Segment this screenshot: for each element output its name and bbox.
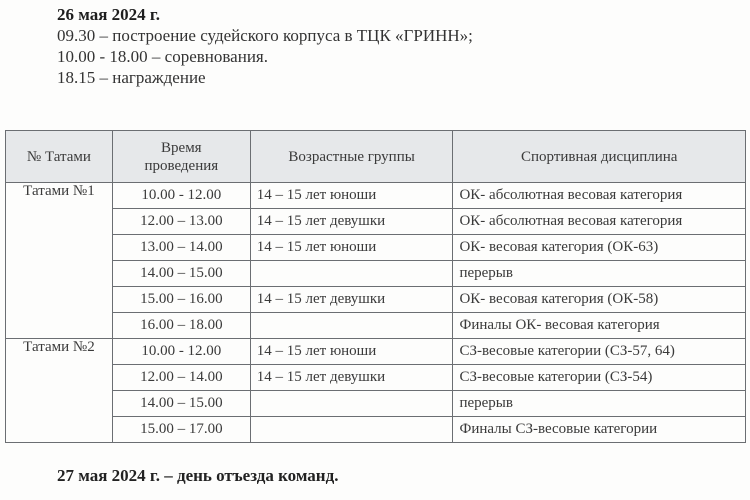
age-cell: 14 – 15 лет юноши (250, 183, 453, 209)
table-header-row (6, 131, 746, 183)
time-cell: 15.00 – 16.00 (112, 287, 250, 313)
age-cell: 14 – 15 лет юноши (250, 339, 453, 365)
age-cell (250, 261, 453, 287)
header-discipline: Спортивная дисциплина (453, 131, 746, 183)
time-cell: 14.00 – 15.00 (112, 261, 250, 287)
age-cell (250, 313, 453, 339)
day-heading: 26 мая 2024 г. (57, 5, 160, 24)
schedule-table (5, 130, 746, 443)
table-row (6, 313, 746, 339)
table-row (6, 417, 746, 443)
table-row (6, 287, 746, 313)
discipline-cell: ОК- весовая категория (ОК-63) (453, 235, 746, 261)
discipline-cell: Финалы ОК- весовая категория (453, 313, 746, 339)
intro-line: 10.00 - 18.00 – соревнования. (57, 47, 268, 66)
intro-line: 18.15 – награждение (57, 68, 206, 87)
discipline-cell: ОК- абсолютная весовая категория (453, 183, 746, 209)
header-time (112, 131, 250, 183)
header-age-groups: Возрастные группы (250, 131, 453, 183)
discipline-cell: перерыв (453, 261, 746, 287)
age-cell (250, 417, 453, 443)
table-row (6, 209, 746, 235)
age-cell (250, 391, 453, 417)
time-cell: 12.00 – 13.00 (112, 209, 250, 235)
discipline-cell: ОК- весовая категория (ОК-58) (453, 287, 746, 313)
table-row (6, 235, 746, 261)
discipline-cell: ОК- абсолютная весовая категория (453, 209, 746, 235)
table-row (6, 183, 746, 209)
table-row (6, 391, 746, 417)
time-cell: 10.00 - 12.00 (112, 183, 250, 209)
age-cell: 14 – 15 лет девушки (250, 287, 453, 313)
time-cell: 13.00 – 14.00 (112, 235, 250, 261)
discipline-cell: перерыв (453, 391, 746, 417)
table-row (6, 261, 746, 287)
departure-day-note: 27 мая 2024 г. – день отъезда команд. (57, 466, 339, 485)
time-cell: 12.00 – 14.00 (112, 365, 250, 391)
time-cell: 16.00 – 18.00 (112, 313, 250, 339)
table-row (6, 365, 746, 391)
time-cell: 10.00 - 12.00 (112, 339, 250, 365)
time-cell: 14.00 – 15.00 (112, 391, 250, 417)
tatami-cell: Татами №2 (6, 339, 113, 443)
discipline-cell: СЗ-весовые категории (СЗ-57, 64) (453, 339, 746, 365)
time-cell: 15.00 – 17.00 (112, 417, 250, 443)
age-cell: 14 – 15 лет юноши (250, 235, 453, 261)
tatami-cell: Татами №1 (6, 183, 113, 339)
age-cell: 14 – 15 лет девушки (250, 365, 453, 391)
table-row (6, 339, 746, 365)
age-cell: 14 – 15 лет девушки (250, 209, 453, 235)
discipline-cell: СЗ-весовые категории (СЗ-54) (453, 365, 746, 391)
header-tatami: № Татами (6, 131, 113, 183)
schedule-intro (57, 4, 473, 88)
header-time-line1: Время (161, 139, 202, 156)
discipline-cell: Финалы СЗ-весовые категории (453, 417, 746, 443)
intro-line: 09.30 – построение судейского корпуса в ТЦК «ГРИНН»; (57, 26, 473, 45)
header-time-line2: проведения (144, 157, 219, 174)
